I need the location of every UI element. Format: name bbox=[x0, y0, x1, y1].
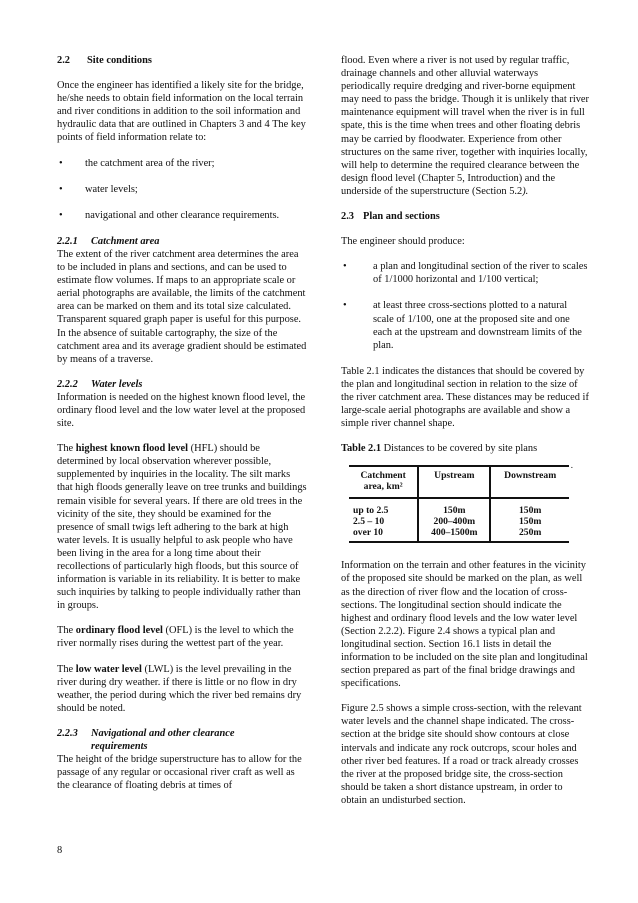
list-item: • a plan and longitudinal section of the river to scales of 1/1000 horizontal and 1/100 vertical; bbox=[341, 260, 589, 286]
key-points-list bbox=[57, 157, 307, 222]
paragraph-produce: The engineer should produce: bbox=[341, 236, 465, 248]
paragraph-intro: Once the engineer has identified a likely site for the bridge, he/she needs to obtain field information on the local terrain and river conditions in addition to the soil information and hydraulic data that are outlined in Chapters 3 and 4 The key points of field information relate to: bbox=[57, 80, 306, 144]
section-heading-2-2-3: 2.2.3 Navigational and other clearance requirements bbox=[57, 727, 235, 753]
right-column bbox=[341, 54, 589, 819]
paragraph-water-levels: Information is needed on the highest known flood level, the ordinary flood level and the low water level at the proposed site. bbox=[57, 391, 306, 430]
header-downstream: Downstream bbox=[490, 466, 569, 498]
term-hfl: highest known flood level bbox=[75, 443, 189, 455]
term-ofl: ordinary flood level bbox=[75, 625, 163, 637]
list-item: • at least three cross-sections plotted to a natural scale of 1/100, one at the proposed site and one each at the upstream and downstream limits of the plan. bbox=[341, 299, 589, 351]
table-caption: Table 2.1 Distances to be covered by site plans bbox=[341, 443, 538, 455]
page-number: 8 bbox=[57, 845, 63, 856]
distances-table bbox=[349, 460, 573, 543]
term-lwl: low water level bbox=[75, 663, 142, 675]
paragraph-table-intro: Table 2.1 indicates the distances that should be covered by the plan and longitudinal section in relation to the size of the river catchment area. These distances may be reduced if large-scale aerial photographs are available and show a simple river channel shape. bbox=[341, 365, 589, 430]
section-heading-2-2-1: 2.2.1 Catchment area bbox=[57, 235, 160, 247]
header-catchment: Catchment area, km² bbox=[349, 466, 418, 498]
table-row bbox=[349, 498, 569, 542]
paragraph-hfl: The highest known flood level (HFL) should be determined by local observation wherever possible, supplemented by inquiries in the locality. The silt marks that high floods generally leave on tree trunks and buildings remain visible for several years. If there are old trees in the vicinity of the site, they should be examined for the presence of small twigs left adhering to the bark at high water levels. It is usually helpful to ask people who have been living in the area for a long time about their recollections of particularly high floods, but this source of information is variable in its reliability. It is better to make such inquiries by talking to people individually rather than in groups. bbox=[57, 443, 307, 612]
list-item: • water levels; bbox=[57, 183, 307, 196]
paragraph-flood: flood. Even where a river is not used by regular traffic, drainage channels and other alluvial waterways periodically require dredging and river-borne equipment may need to pass the bridge. Though it is unlikely that river maintenance equipment will travel when the river is in full spate, this is the time when trees and other floating debris may be carried by floodwater. Experience from other structures on the same river, together with inquiries locally, will help to determine the required clearance between the design flood level (Chapter 5, Introduction) and the underside of the superstructure (Section 5.2). bbox=[341, 55, 589, 197]
table-mark: . bbox=[570, 460, 573, 471]
downstream-values: 150m 150m 250m bbox=[490, 498, 569, 542]
paragraph-navigational: The height of the bridge superstructure has to allow for the passage of any regular or occasional river craft as well as the clearance of floating debris at times of bbox=[57, 754, 302, 792]
catchment-values: up to 2.5 2.5 – 10 over 10 bbox=[349, 498, 418, 542]
list-item: • the catchment area of the river; bbox=[57, 157, 307, 170]
list-item: • navigational and other clearance requirements. bbox=[57, 209, 307, 222]
table-header-row bbox=[349, 466, 569, 498]
section-heading-2-2-2: 2.2.2 Water levels bbox=[57, 378, 143, 390]
produce-list bbox=[341, 260, 589, 352]
paragraph-terrain-info: Information on the terrain and other features in the vicinity of the proposed site should be marked on the plan, as well as the direction of river flow and the location of cross-sections. The longitudinal section should indicate the highest and ordinary flood levels and the low water level (Section 2.2.2). Figure 2.4 shows a typical plan and longitudinal section. Section 16.1 lists in detail the information to be included on the site plan and longitudinal section prepared as part of the final bridge drawings and specifications. bbox=[341, 560, 588, 690]
header-upstream: Upstream bbox=[418, 466, 490, 498]
paragraph-ofl: The ordinary flood level (OFL) is the level to which the river normally rises during the wettest part of the year. bbox=[57, 625, 294, 650]
paragraph-catchment: The extent of the river catchment area determines the area to be included in plans and sections, and can be used to estimate flow volumes. If maps to an appropriate scale or aerial photographs are available, the limits of the catchment area can be marked on them and its total size calculated. Transparent squared graph paper is useful for this purpose. In the absence of suitable cartography, the size of the catchment area and its average gradient should be estimated by means of a traverse. bbox=[57, 248, 307, 365]
paragraph-cross-section: Figure 2.5 shows a simple cross-section, with the relevant water levels and the channel shape indicated. The cross-section at the bridge site should show contours at close intervals and indicate any rock outcrops, scour holes and other river bed features. If a road or track already crosses the river at the proposed bridge site, the cross-section should be taken a short distance upstream, in order to obtain an undisturbed section. bbox=[341, 703, 582, 806]
section-heading-2-2: 2.2 Site conditions bbox=[57, 55, 152, 66]
section-heading-2-3: 2.3 Plan and sections bbox=[341, 211, 440, 223]
left-column bbox=[57, 54, 307, 804]
paragraph-lwl: The low water level (LWL) is the level prevailing in the river during dry weather. if there is little or no flow in dry weather, the period during which the river bed remains dry should be noted. bbox=[57, 663, 302, 714]
upstream-values: 150m 200–400m 400–1500m bbox=[418, 498, 490, 542]
